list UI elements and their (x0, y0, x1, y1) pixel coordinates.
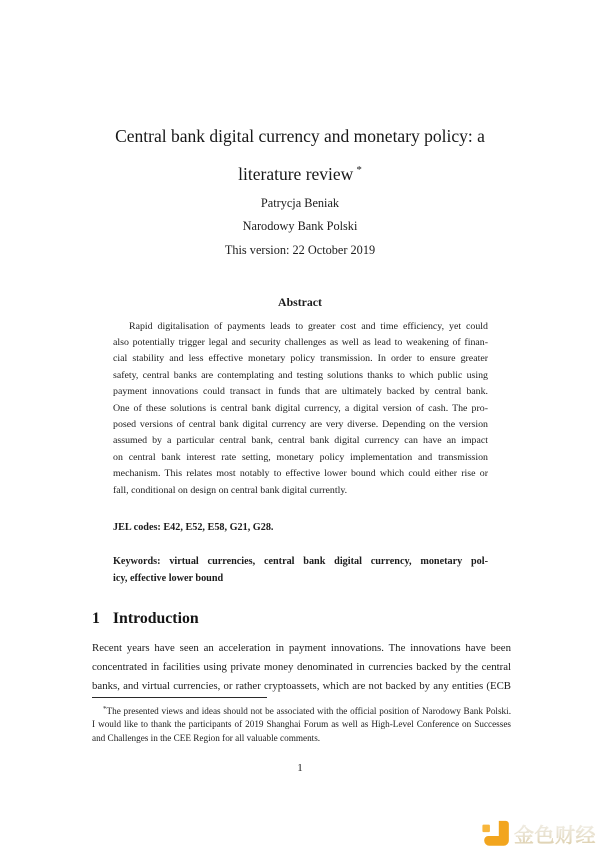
footnote-line: I would like to thank the participants of 2019 Shanghai Forum as well as High-Level Conference on Successes (92, 718, 511, 729)
keywords-paragraph (113, 553, 488, 587)
abstract-line: mechanism. This relates most notably to effective lower bound which could either rise or (113, 468, 488, 480)
abstract-line: on central bank interest rate setting, monetary policy implementation and transmission (113, 451, 488, 463)
body-line: concentrated in facilities using private money denominated in currencies backed by the central (92, 660, 511, 673)
footnote-marker: * (103, 704, 107, 713)
section-number: 1 (92, 610, 100, 627)
paper-title-line1: Central bank digital currency and monetary policy: a (115, 126, 485, 146)
abstract-line: cial stability and less effective monetary policy transmission. In order to ensure greater (113, 353, 488, 365)
jel-codes: JEL codes: E42, E52, E58, G21, G28. (113, 522, 274, 533)
abstract-heading: Abstract (278, 295, 322, 309)
version-date: This version: 22 October 2019 (224, 243, 376, 257)
footnote-line: *The presented views and ideas should not be associated with the official position of Narodowy Bank Polski. (103, 704, 511, 716)
watermark (481, 818, 596, 848)
abstract-line: posed versions of central bank digital currency are very diverse. Depending on the version (113, 418, 488, 430)
footnote-line: and Challenges in the CEE Region for all valuable comments. (92, 733, 321, 744)
page-number: 1 (297, 762, 303, 774)
paper-title (0, 119, 600, 191)
abstract-line: safety, central banks are contemplating and testing solutions thanks to which public using (113, 369, 488, 381)
footnote (92, 702, 511, 747)
abstract-line: One of these solutions is central bank digital currency, a digital version of cash. The pro- (113, 402, 488, 414)
watermark-text: 金色财经 (514, 819, 596, 848)
title-footnote-marker: * (356, 164, 362, 176)
section-title: Introduction (112, 610, 199, 627)
jinse-logo-icon (481, 818, 511, 848)
author-name: Patrycja Beniak (260, 196, 340, 210)
abstract-line: fall, conditional on design on central bank digital currently. (113, 484, 348, 496)
abstract-line: Rapid digitalisation of payments leads to greater cost and time efficiency, yet could (129, 320, 488, 332)
abstract-paragraph (113, 319, 488, 499)
body-line: Recent years have seen an acceleration in payment innovations. The innovations have been (92, 642, 511, 654)
abstract-line: also potentially trigger legal and security challenges as well as lead to weakening of finan- (113, 336, 488, 348)
paper-title-line2: literature review * (238, 163, 362, 184)
introduction-paragraph (92, 639, 511, 695)
footnote-rule (92, 697, 267, 698)
keywords-line: icy, effective lower bound (113, 573, 224, 584)
section-heading-introduction (92, 610, 199, 628)
keywords-line: Keywords: virtual currencies, central bank digital currency, monetary pol- (113, 556, 488, 567)
author-affiliation: Narodowy Bank Polski (242, 219, 358, 233)
abstract-line: assumed by a particular central bank, central bank digital currency can have an impact (113, 435, 488, 447)
body-line: banks, and virtual currencies, or rather cryptoassets, which are not backed by any entities (ECB (92, 679, 511, 692)
abstract-line: payment innovations could transact in funds that are ultimately backed by central bank. (113, 386, 488, 398)
